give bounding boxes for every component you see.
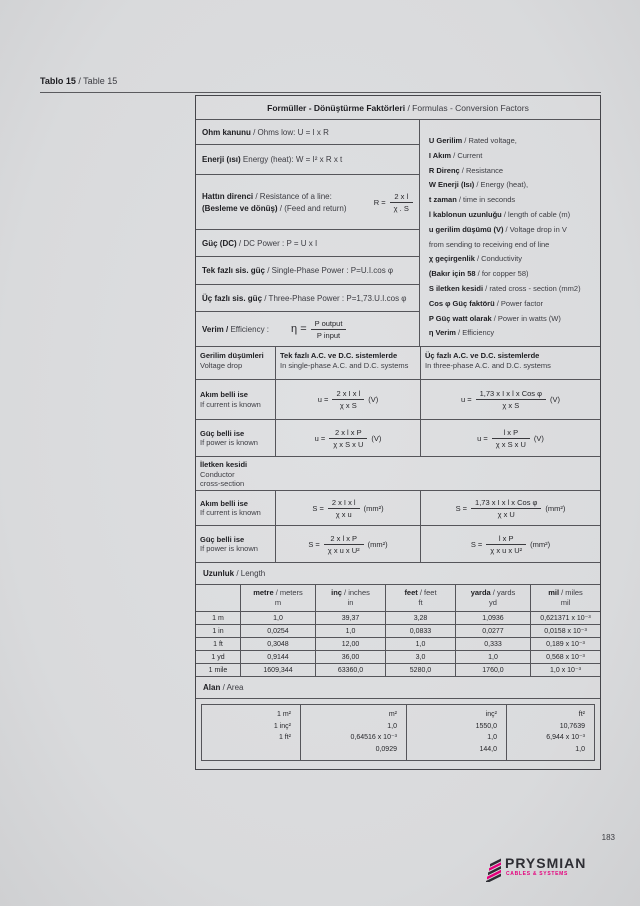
row-label: Güç belli ise If power is known bbox=[196, 420, 276, 456]
line-resistance-label: Hattın direnci / Resistance of a line: (Besleme ve dönüş) / (Feed and return) bbox=[202, 191, 347, 213]
prysmian-logo bbox=[486, 857, 586, 887]
legend-line: Cos φ Güç faktörü / Power factor bbox=[428, 298, 544, 308]
length-header-feet: feet / feet ft bbox=[386, 585, 456, 611]
basic-formulas-section bbox=[196, 120, 600, 347]
length-row-inch: 1 in 0,0254 1,0 0,0833 0,0277 0,0158 x 10⁻³ bbox=[196, 625, 600, 638]
area-col-ft2: ft² 10,7639 6,944 x 10⁻³ 1,0 bbox=[546, 711, 585, 753]
three-phase-formula: S = $\frac{\text{l x P}}{\text{χ x u x U²}}$ (mm²) bbox=[470, 533, 551, 555]
length-row-foot: 1 ft 0,3048 12,00 1,0 0,333 0,189 x 10⁻³ bbox=[196, 638, 600, 651]
legend-line: P Güç watt olarak / Power in watts (W) bbox=[428, 313, 561, 323]
formula-row-single-phase-power: Tek fazlı sis. güç / Single-Phase Power : P=U.I.cos φ bbox=[196, 257, 419, 285]
efficiency-formula: η = $\frac{\text{P output}}{\text{P input}}$ bbox=[291, 319, 346, 340]
brand-tagline: CABLES & SYSTEMS bbox=[506, 871, 569, 877]
area-col-m2: m² 1,0 0,64516 x 10⁻³ 0,0929 bbox=[301, 705, 407, 760]
voltage-drop-header: Gerilim düşümleri Voltage drop bbox=[196, 347, 276, 379]
legend-line: from sending to receiving end of line bbox=[428, 239, 550, 249]
single-phase-formula: u = $\frac{\text{2 x I x l}}{\text{χ x S}}$ (V) bbox=[276, 380, 421, 419]
area-col-labels: 1 m² 1 inç² 1 ft² bbox=[202, 705, 301, 760]
legend-line: u gerilim düşümü (V) / Voltage drop in V bbox=[428, 224, 567, 234]
row-label: Akım belli ise If current is known bbox=[196, 491, 276, 525]
voltage-drop-current-row bbox=[196, 380, 600, 420]
cross-section-current-row bbox=[196, 491, 600, 526]
length-section-band: Uzunluk / Length bbox=[196, 563, 600, 585]
row-label: Güç belli ise If power is known bbox=[196, 526, 276, 562]
legend-line: l kablonun uzunluğu / length of cable (m) bbox=[428, 209, 571, 219]
formula-row-efficiency: Verim / Efficiency : η = $\frac{\text{P output}}{\text{P input}}$ bbox=[196, 312, 419, 346]
area-table-wrap bbox=[196, 699, 600, 769]
conductor-cross-section-label: İletken kesidi Conductor cross-section bbox=[200, 460, 248, 488]
length-header-mile: mil / miles mil bbox=[548, 588, 583, 607]
legend-line: χ geçirgenlik / Conductivity bbox=[428, 254, 522, 264]
legend-line: t zaman / time in seconds bbox=[428, 195, 516, 205]
formula-row-energy: Enerji (ısı) Energy (heat): W = I² x R x t bbox=[196, 145, 419, 175]
single-phase-formula: S = $\frac{\text{2 x l x P}}{\text{χ x u x U²}}$ (mm²) bbox=[276, 526, 421, 562]
length-header-inch: inç / inches in bbox=[316, 585, 386, 611]
caption-english: / Table 15 bbox=[75, 76, 118, 86]
basic-formulas-column bbox=[196, 120, 420, 346]
prysmian-chevron-icon bbox=[486, 857, 502, 887]
page-number: 183 bbox=[601, 833, 615, 842]
legend-line: η Verim / Efficiency bbox=[428, 328, 495, 338]
voltage-drop-section bbox=[196, 347, 600, 563]
row-label: Akım belli ise If current is known bbox=[196, 380, 276, 419]
single-phase-formula: u = $\frac{\text{2 x l x P}}{\text{χ x S x U}}$ (V) bbox=[276, 420, 421, 456]
length-row-mile: 1 mile 1609,344 63360,0 5280,0 1760,0 1,0 x 10⁻³ bbox=[196, 664, 600, 677]
single-phase-formula: S = $\frac{\text{2 x I x l}}{\text{χ x u}}$ (mm²) bbox=[276, 491, 421, 525]
area-col-inch2: inç² 1550,0 1,0 144,0 bbox=[407, 705, 507, 760]
length-row-yard: 1 yd 0,9144 36,00 3,0 1,0 0,568 x 10⁻³ bbox=[196, 651, 600, 664]
length-table-header bbox=[196, 585, 600, 612]
legend-line: I Akım / Current bbox=[428, 150, 483, 160]
table-caption bbox=[40, 76, 601, 93]
table-title-english: / Formulas - Conversion Factors bbox=[405, 102, 529, 113]
legend-line: (Bakır için 58 / for copper 58) bbox=[428, 269, 529, 279]
formulas-table bbox=[195, 95, 601, 770]
cross-section-power-row bbox=[196, 526, 600, 563]
caption-turkish: Tablo 15 bbox=[40, 76, 76, 86]
formula-row-line-resistance bbox=[196, 175, 419, 230]
line-resistance-formula: R = $\frac{\text{2 x l}}{\chi . S}$ bbox=[374, 192, 413, 213]
three-phase-formula: u = $\frac{\text{1,73 x I x l x Cos φ}}{\text{χ x S}}$ (V) bbox=[460, 389, 561, 410]
single-phase-header: Tek fazlı A.C. ve D.C. sistemlerde In single-phase A.C. and D.C. systems bbox=[276, 347, 421, 379]
brand-wordmark: PRYSMIAN bbox=[505, 855, 587, 871]
area-section-band: Alan / Area bbox=[196, 677, 600, 699]
table-title-turkish: Formüller - Dönüştürme Faktörleri bbox=[267, 102, 406, 113]
formula-row-dc-power: Güç (DC) / DC Power : P = U x I bbox=[196, 230, 419, 257]
voltage-drop-power-row bbox=[196, 420, 600, 457]
three-phase-formula: S = $\frac{\text{1,73 x I x l x Cos φ}}{\text{χ x U}}$ (mm²) bbox=[455, 497, 566, 519]
table-title-row bbox=[196, 96, 600, 120]
legend-line: W Enerji (Isı) / Energy (heat), bbox=[428, 180, 529, 190]
symbols-legend bbox=[420, 120, 600, 346]
three-phase-header: Üç fazlı A.C. ve D.C. sistemlerde In three-phase A.C. and D.C. systems bbox=[425, 351, 551, 370]
conductor-cross-section-row bbox=[196, 457, 600, 491]
legend-line: R Direnç / Resistance bbox=[428, 165, 504, 175]
length-row-meter: 1 m 1,0 39,37 3,28 1,0936 0,621371 x 10⁻³ bbox=[196, 612, 600, 625]
length-header-metre: metre / meters m bbox=[241, 585, 316, 611]
legend-line: S iletken kesidi / rated cross - section (mm2) bbox=[428, 283, 581, 293]
three-phase-formula: u = $\frac{\text{l x P}}{\text{χ x S x U}}$ (V) bbox=[477, 427, 544, 449]
formula-row-ohm: Ohm kanunu / Ohms low: U = I x R bbox=[196, 120, 419, 145]
legend-line: U Gerilim / Rated voltage, bbox=[428, 136, 517, 145]
length-header-blank bbox=[196, 585, 241, 611]
area-table bbox=[201, 704, 595, 761]
voltage-drop-header-row bbox=[196, 347, 600, 380]
length-header-yard: yarda / yards yd bbox=[456, 585, 531, 611]
formula-row-three-phase-power: Üç fazlı sis. güç / Three-Phase Power : P=1,73.U.I.cos φ bbox=[196, 285, 419, 312]
